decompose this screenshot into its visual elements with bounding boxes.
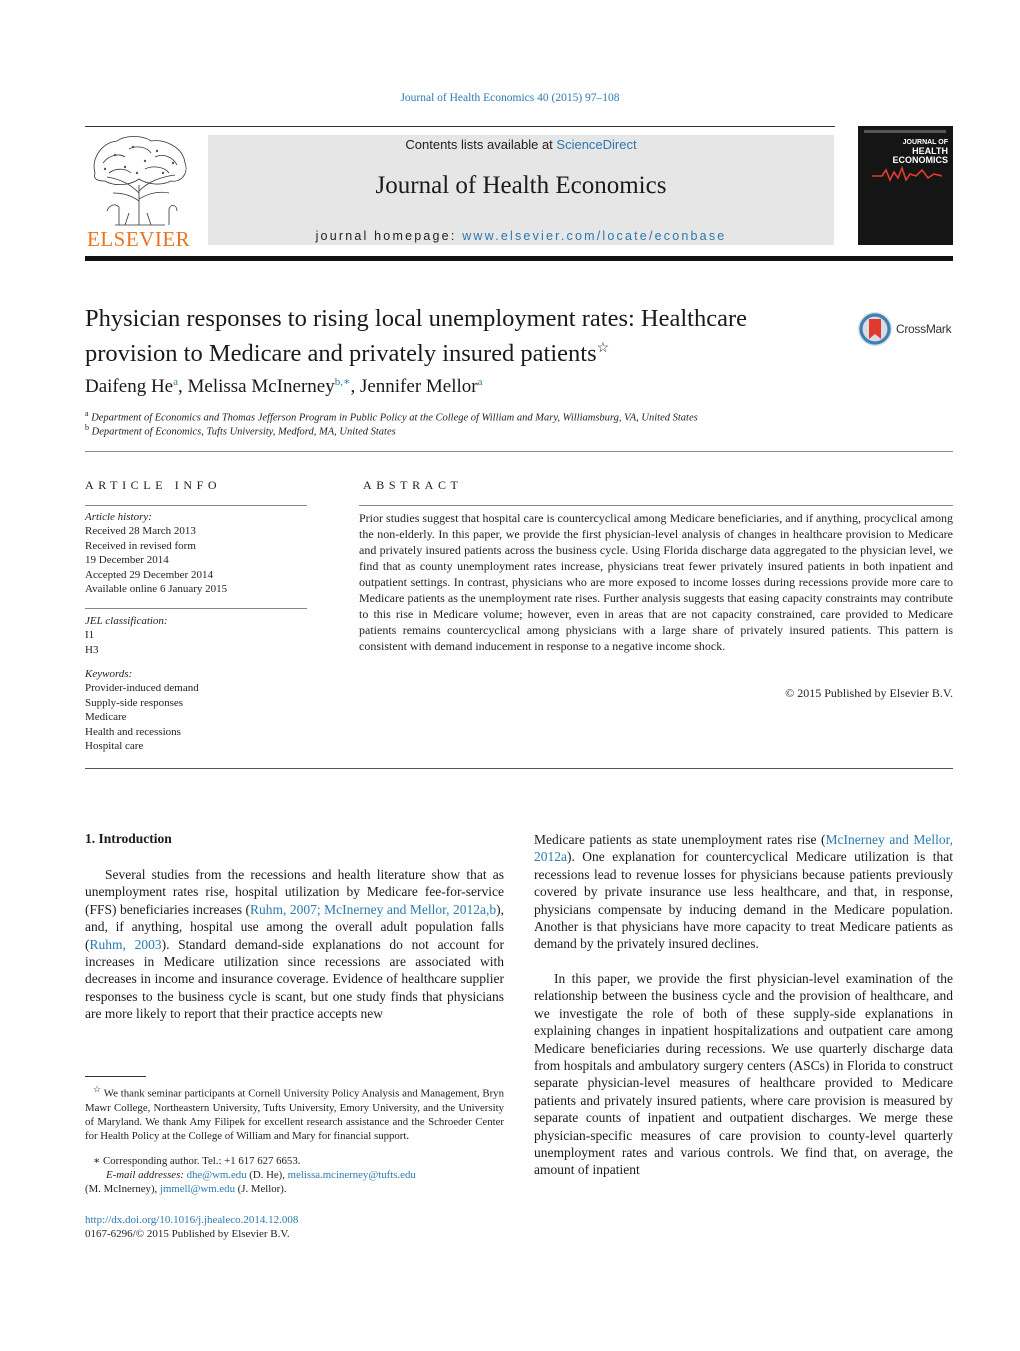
footnote-acknowledgement [85, 1082, 504, 1143]
cover-title-line: ECONOMICS [892, 155, 948, 165]
cover-pulse-graphic [872, 166, 942, 182]
divider [85, 505, 307, 506]
body-paragraph: In this paper, we provide the first physician-level examination of the relationship between the business cycle and the provision of healthcare, and we investigate the role of both of these supply-side explanations in explaining changes in inpatient hospitalizations and outpatient care among Medicare beneficiaries during recessions. We use quarterly discharge data from hospitals and ambulatory surgery centers (ASCs) in Florida to construct separate physician-level measures of healthcare provided to Medicare patients and privately insured patients, where care provision is measured by separate counts of inpatient and outpatient discharges. We merge these physician-specific measures of care provision to county-level quarterly unemployment rates and various controls. We find that, on average, the amount of inpatient [534, 971, 953, 1178]
paper-title [85, 304, 830, 369]
journal-title: Journal of Health Economics [375, 172, 667, 199]
sciencedirect-link[interactable]: ScienceDirect [556, 137, 637, 152]
contents-prefix: Contents lists available at [405, 137, 557, 152]
history-item: Accepted 29 December 2014 [85, 568, 213, 581]
affiliation-text: Department of Economics, Tufts University, Medford, MA, United States [91, 426, 396, 438]
divider [85, 451, 953, 452]
paragraph-text: Medicare patients as state unemployment rates rise ( [534, 832, 826, 847]
elsevier-tree-icon [85, 133, 197, 228]
paragraph-text: ), and, if anything, hospital use among the overall adult population falls ( [85, 901, 504, 952]
author-separator: , [350, 376, 360, 397]
title-footnote-mark[interactable]: ☆ [596, 341, 610, 356]
email-link[interactable]: melissa.mcinerney@tufts.edu [287, 1169, 416, 1181]
homepage-line [208, 229, 834, 243]
paragraph-text: ). One explanation for countercyclical Medicare utilization is that recessions lead to revenue losses for physicians because patients previously covered by private insurance use less healthcare, and that, in response, physicians compensate by inducing demand in the Medicare population. Another is that physicians have more capacity to treat Medicare patients as demand by the privately insured declines. [534, 849, 953, 952]
footnote-text: We thank seminar participants at Cornell University Policy Analysis and Management, Bryn Mawr College, Northeastern University, Tufts University, Emory University, and the University of Maryland. We thank Amy Filipek for excellent research assistance and the Schroeder Center for Health Policy at the College of William and Mary for financial support. [85, 1087, 504, 1143]
history-item: Available online 6 January 2015 [85, 583, 228, 596]
email-owner: (M. McInerney), [85, 1183, 160, 1195]
jel-label: JEL classification: [85, 615, 168, 627]
affiliation [85, 409, 698, 424]
keywords [85, 667, 307, 753]
history-label: Article history: [85, 511, 152, 523]
crossmark-badge[interactable] [857, 311, 957, 347]
jel-classification [85, 614, 307, 657]
homepage-prefix: journal homepage: [315, 229, 463, 243]
keyword: Health and recessions [85, 725, 181, 738]
keyword: Hospital care [85, 740, 144, 753]
footnote-mark: ☆ [93, 1084, 102, 1094]
cover-title [892, 138, 948, 165]
author-affil-mark[interactable]: b,∗ [334, 376, 351, 388]
author-separator: , [178, 376, 188, 397]
divider [85, 608, 307, 609]
paragraph-text: Several studies from the recessions and health literature show that as unemployment rates rise, hospital utilization by Medicare fee-for-service (FFS) beneficiaries increases ( [85, 867, 504, 917]
section-heading: 1. Introduction [85, 831, 172, 846]
footnote-rule [85, 1076, 146, 1077]
footnote-emails [85, 1168, 504, 1182]
affiliation [85, 423, 396, 438]
keywords-label: Keywords: [85, 668, 133, 680]
citation-link[interactable]: McInerney and Mellor, 2012a [534, 832, 953, 865]
keyword: Provider-induced demand [85, 682, 199, 695]
journal-cover-image[interactable] [858, 126, 953, 245]
header-rule-top [85, 126, 835, 127]
issn-line: 0167-6296/© 2015 Published by Elsevier B.V. [85, 1228, 290, 1241]
author-list [85, 375, 483, 398]
email-owner: (D. He), [246, 1169, 288, 1181]
journal-header-box [208, 135, 834, 245]
email-link[interactable]: jmmell@wm.edu [159, 1183, 235, 1195]
affiliation-text: Department of Economics and Thomas Jefferson Program in Public Policy at the College of William and Mary, Williamsburg, VA, United States [91, 412, 698, 424]
paper-title-line2: provision to Medicare and privately insured patients [85, 340, 597, 367]
author-name: Daifeng He [85, 376, 174, 397]
doi-block [85, 1213, 298, 1241]
homepage-link[interactable]: www.elsevier.com/locate/econbase [462, 229, 727, 243]
email-owner: (J. Mellor). [234, 1183, 287, 1195]
divider [85, 768, 953, 769]
crossmark-label: CrossMark [896, 322, 952, 336]
keyword: Medicare [85, 711, 127, 724]
history-item: 19 December 2014 [85, 554, 169, 567]
keyword: Supply-side responses [85, 696, 184, 709]
header-rule-bottom [85, 256, 953, 261]
cover-header-strip [864, 130, 946, 133]
citation-link[interactable]: Ruhm, 2007; McInerney and Mellor, 2012a,b [250, 901, 497, 917]
author-name: Jennifer Mellor [359, 376, 478, 397]
copyright-notice: © 2015 Published by Elsevier B.V. [785, 686, 953, 700]
citation-link[interactable]: Ruhm, 2003 [89, 936, 162, 952]
footnote-emails-cont [85, 1182, 504, 1196]
article-history [85, 510, 307, 596]
footnote-corresponding [85, 1154, 504, 1168]
cover-title-line: HEALTH [912, 146, 948, 156]
body-paragraph [534, 831, 953, 953]
email-label: E-mail addresses: [106, 1169, 184, 1181]
cover-title-line: JOURNAL OF [902, 139, 948, 146]
author-affil-mark[interactable]: a [477, 376, 483, 388]
footnote-text: Corresponding author. Tel.: +1 617 627 6653. [103, 1155, 301, 1167]
jel-code: H3 [85, 643, 99, 656]
elsevier-logo[interactable] [85, 133, 197, 251]
email-link[interactable]: dhe@wm.edu [186, 1169, 247, 1181]
jel-code: I1 [85, 629, 95, 642]
affiliation-mark: a [85, 409, 89, 418]
author-affil-mark[interactable]: a [173, 376, 178, 388]
history-item: Received in revised form [85, 539, 196, 552]
journal-citation[interactable]: Journal of Health Economics 40 (2015) 97–108 [400, 92, 620, 104]
divider [359, 505, 953, 506]
body-paragraph [85, 866, 504, 1023]
affiliation-mark: b [85, 423, 89, 432]
history-item: Received 28 March 2013 [85, 525, 196, 538]
paragraph-text: ). Standard demand-side explanations do not account for increases in Medicare utilization since recessions are associated with decreases in income and insurance coverage. Evidence of healthcare supplier responses to the business cycle is scant, but one study finds that physicians are more likely to report that their practice accepts new [85, 936, 504, 1022]
crossmark-icon [857, 311, 893, 347]
author-name: Melissa McInerney [187, 376, 335, 397]
elsevier-wordmark: ELSEVIER [87, 227, 191, 251]
abstract-text: Prior studies suggest that hospital care is countercyclical among Medicare beneficiaries, and if anything, procyclical among the non-elderly. In this paper, we provide the first physician-level analysis of changes in healthcare provision to Medicare and privately insured patients across the business cycle. Using Florida discharge data aggregated to the physician level, we find that as county unemployment rates increase, physicians treat fewer privately insured patients in both inpatient and outpatient settings. In contrast, physicians who are more exposed to income losses during recessions provide more care to Medicare patients as the unemployment rate rises. Further analysis suggests that easing capacity constraints may contribute to this rise in Medicare volume; however, even in areas that are not capacity constrained, care provided to Medicare patients remains countercyclical among physicians with a large share of privately insured patients. This pattern is consistent with demand inducement in response to a negative income shock. [359, 511, 953, 653]
abstract-heading: ABSTRACT [363, 478, 463, 492]
footnote-mark: ∗ [93, 1155, 101, 1167]
paper-title-line: Physician responses to rising local unemployment rates: Healthcare [85, 305, 748, 332]
contents-line [208, 137, 834, 152]
article-info-heading: ARTICLE INFO [85, 478, 222, 492]
doi-link[interactable]: http://dx.doi.org/10.1016/j.jhealeco.2014.12.008 [85, 1214, 299, 1226]
paper-title-line [85, 334, 830, 369]
